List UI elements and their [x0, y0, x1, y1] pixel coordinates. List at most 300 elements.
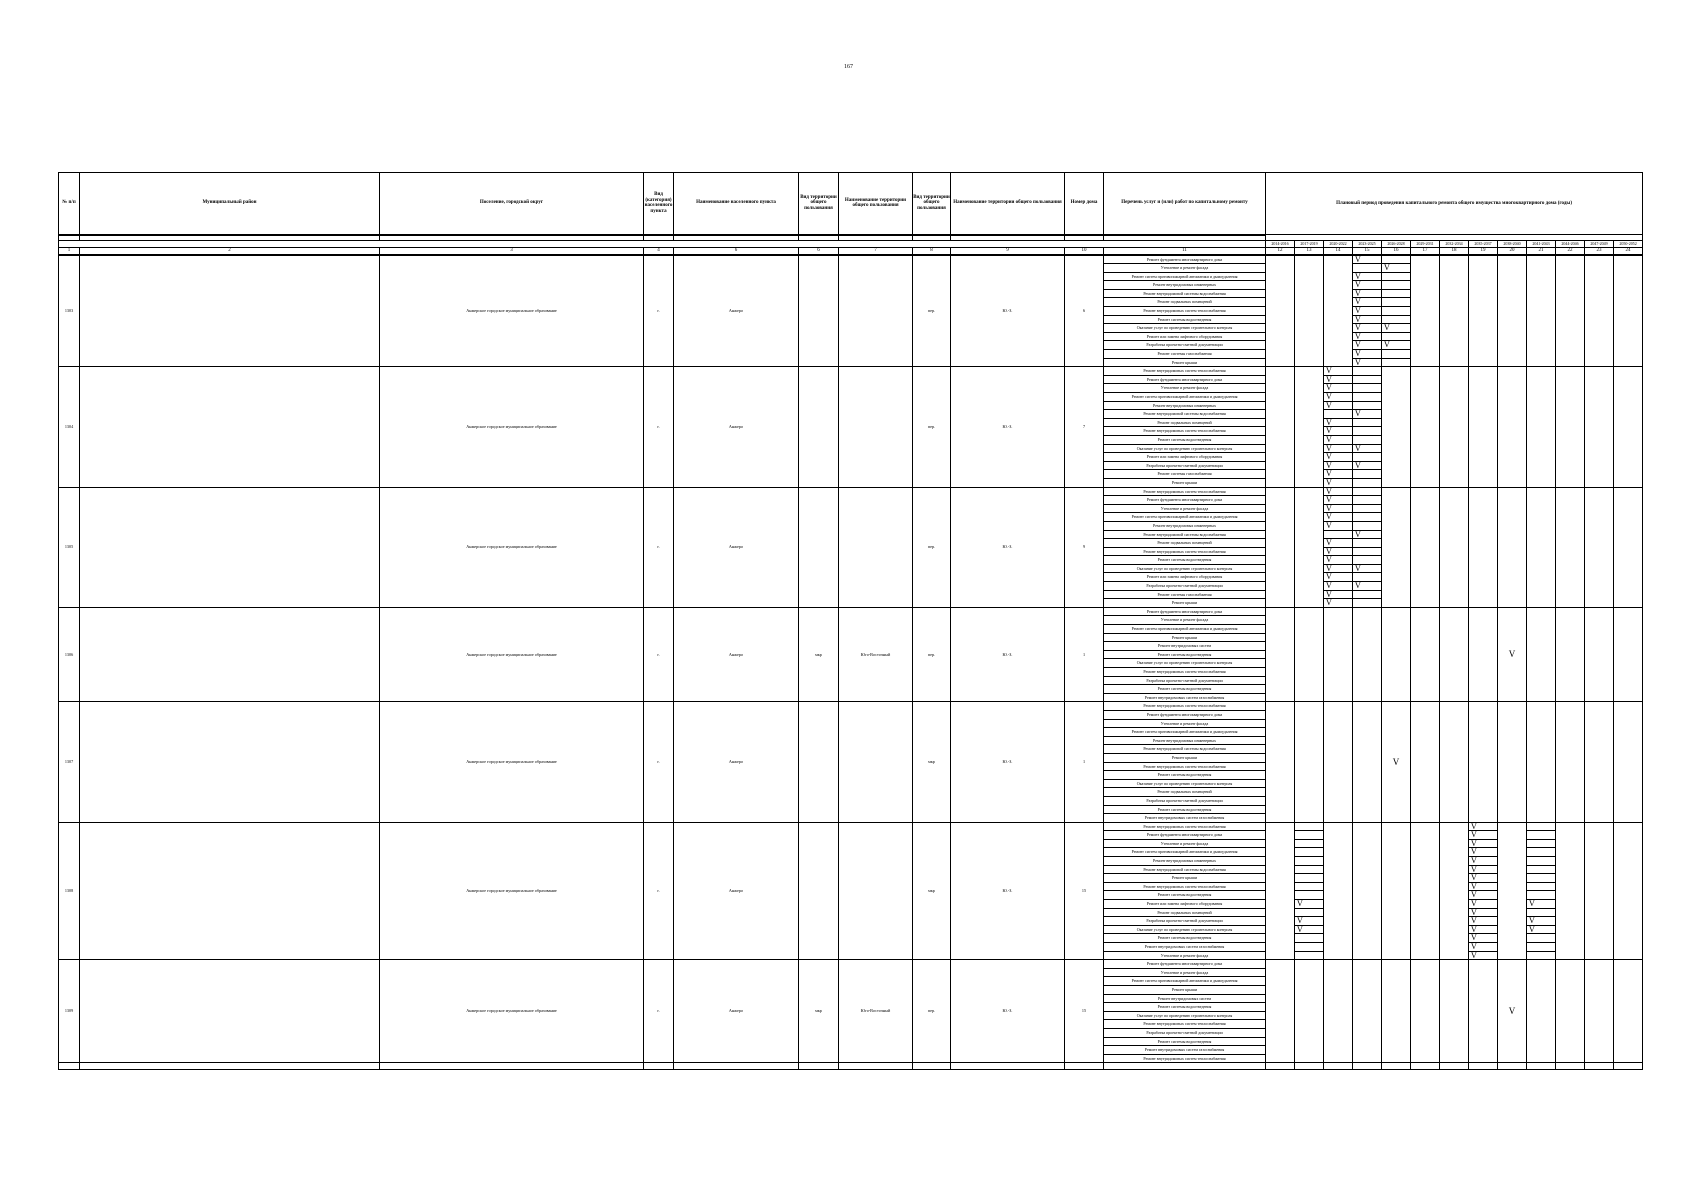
- period-empty: [1469, 702, 1498, 822]
- work-item: Ремонт системы водоотведения: [1104, 771, 1265, 780]
- period-empty: [1469, 487, 1498, 607]
- cell-locality: Анжеро: [674, 607, 799, 702]
- tick-mark: V: [1324, 488, 1352, 497]
- cut-row: [59, 1063, 1643, 1070]
- cut-cell: [1498, 1063, 1527, 1070]
- work-item: Ремонт систем противопожарной автоматики и дымоудаления: [1104, 977, 1265, 986]
- tick-mark: V: [1469, 934, 1497, 943]
- cut-cell: [1353, 1063, 1382, 1070]
- period-empty: [1295, 960, 1324, 1063]
- cell-house: 1: [1065, 607, 1104, 702]
- cell-settlement: Анжерское городское муниципальное образование: [380, 822, 644, 960]
- period-empty: [1266, 367, 1295, 487]
- period-empty: [1411, 822, 1440, 960]
- work-item: Ремонт систем противопожарной автоматики и дымоудаления: [1104, 625, 1265, 634]
- tick-mark: V: [1324, 591, 1352, 600]
- tick-mark: V: [1527, 900, 1555, 909]
- cut-cell: [644, 1063, 674, 1070]
- column-number-22: 22: [1556, 247, 1585, 255]
- tick-mark: V: [1295, 917, 1323, 926]
- period-empty: [1440, 702, 1469, 822]
- tick-column-19: [1469, 822, 1498, 960]
- tick-empty: [1353, 513, 1381, 522]
- tick-mark: V: [1295, 926, 1323, 935]
- period-empty: [1527, 487, 1556, 607]
- tick-mark: V: [1353, 298, 1381, 307]
- year-period-7: 2032-2034: [1440, 240, 1469, 247]
- cell-settlement: Анжерское городское муниципальное образование: [380, 487, 644, 607]
- period-empty: [1440, 487, 1469, 607]
- work-item: Разработка проектно-сметной документации: [1104, 582, 1265, 591]
- tick-mark: V: [1469, 917, 1497, 926]
- tick-empty: [1295, 934, 1323, 943]
- cell-house: 7: [1065, 367, 1104, 487]
- header-kind: Вид (категория) населенного пункта: [644, 173, 674, 235]
- work-item: Ремонт систем противопожарной автоматики и дымоудаления: [1104, 728, 1265, 737]
- period-empty: [1556, 487, 1585, 607]
- tick-mark: V: [1382, 264, 1410, 273]
- period-mark: V: [1498, 960, 1527, 1063]
- header-works: Перечень услуг и (или) работ по капитальному ремонту: [1104, 173, 1266, 235]
- year-period-13: 2050-2052: [1614, 240, 1643, 247]
- cell-num: 1304: [59, 367, 80, 487]
- work-item: Ремонт системы водоотведения: [1104, 934, 1265, 943]
- cell-street: Ю.-З.: [951, 960, 1065, 1063]
- work-item: Оказание услуг по проведению строительного контроля: [1104, 780, 1265, 789]
- period-empty: [1382, 367, 1411, 487]
- tick-empty: [1295, 874, 1323, 883]
- tick-mark: V: [1324, 548, 1352, 557]
- period-empty: [1440, 255, 1469, 367]
- tick-mark: V: [1326, 598, 1332, 608]
- period-empty: [1295, 367, 1324, 487]
- capital-repair-register-table: [58, 172, 1643, 1070]
- tick-empty: [1382, 359, 1410, 367]
- cell-street-kind: пер.: [913, 487, 951, 607]
- work-item: Ремонт фундамента многоквартирного дома: [1104, 711, 1265, 720]
- tick-mark: V: [1353, 341, 1381, 350]
- period-empty: [1353, 960, 1382, 1063]
- tick-mark: V: [1353, 333, 1381, 342]
- cell-street-kind: мкр: [913, 822, 951, 960]
- period-mark: V: [1382, 702, 1411, 822]
- tick-empty: [1382, 350, 1410, 359]
- tick-mark: V: [1353, 582, 1381, 591]
- cell-street: Ю.-З.: [951, 607, 1065, 702]
- cell-street-kind: мкр: [913, 702, 951, 822]
- cell-district: [80, 255, 380, 367]
- tick-mark: V: [1324, 539, 1352, 548]
- work-item: Ремонт подвальных помещений: [1104, 298, 1265, 307]
- year-period-5: 2026-2028: [1382, 240, 1411, 247]
- period-empty: [1614, 960, 1643, 1063]
- period-empty: [1614, 822, 1643, 960]
- period-empty: [1353, 822, 1382, 960]
- period-empty: [1382, 822, 1411, 960]
- cell-kind: г.: [644, 367, 674, 487]
- tick-mark: V: [1324, 556, 1352, 565]
- tick-mark: V: [1324, 402, 1352, 411]
- column-number-8: 8: [913, 247, 951, 255]
- cell-locality: Анжеро: [674, 367, 799, 487]
- period-empty: [1614, 702, 1643, 822]
- cell-terr-name: [839, 822, 913, 960]
- tick-empty: [1353, 488, 1381, 497]
- cut-cell: [951, 1063, 1065, 1070]
- tick-empty: [1353, 599, 1381, 607]
- work-item: Ремонт или замена лифтового оборудования: [1104, 333, 1265, 342]
- tick-mark: V: [1469, 831, 1497, 840]
- tick-column-21: [1527, 822, 1556, 960]
- cell-num: 1308: [59, 822, 80, 960]
- year-period-2: 2017-2019: [1295, 240, 1324, 247]
- tick-column-15: [1353, 255, 1382, 367]
- tick-mark: V: [1324, 419, 1352, 428]
- cell-house: 15: [1065, 960, 1104, 1063]
- header-terr-name: Наименование территории общего пользования: [839, 173, 913, 235]
- work-item: Ремонт внутридомовой системы водоснабжения: [1104, 866, 1265, 875]
- page-number: 167: [844, 64, 853, 70]
- work-item: Ремонт фундамента многоквартирного дома: [1104, 960, 1265, 969]
- tick-mark: V: [1527, 917, 1555, 926]
- work-item: Ремонт фундамента многоквартирного дома: [1104, 376, 1265, 385]
- tick-mark: V: [1324, 496, 1352, 505]
- work-item: Утепление и ремонт фасада: [1104, 264, 1265, 273]
- period-empty: [1556, 367, 1585, 487]
- work-item: Ремонт крыши: [1171, 600, 1198, 606]
- cell-terr-kind: [799, 255, 839, 367]
- period-empty: [1498, 487, 1527, 607]
- period-empty: [1585, 960, 1614, 1063]
- tick-empty: [1527, 823, 1555, 832]
- work-item: Ремонт систем противопожарной автоматики и дымоудаления: [1104, 513, 1265, 522]
- year-period-8: 2035-2037: [1469, 240, 1498, 247]
- period-empty: [1585, 607, 1614, 702]
- column-number-18: 18: [1440, 247, 1469, 255]
- header-row: [59, 173, 1643, 235]
- work-item: Ремонт внутридомовых систем теплоснабжения: [1104, 702, 1265, 711]
- period-empty: [1556, 960, 1585, 1063]
- tick-empty: [1353, 367, 1381, 376]
- cell-house: 9: [1065, 487, 1104, 607]
- cut-cell: [59, 1063, 80, 1070]
- cell-house: 1: [1065, 702, 1104, 822]
- column-number-row: [59, 247, 1643, 255]
- tick-empty: [1295, 848, 1323, 857]
- cell-street: Ю.-З.: [951, 822, 1065, 960]
- works-list: [1104, 607, 1266, 702]
- tick-empty: [1527, 934, 1555, 943]
- work-item: Ремонт внутридомовых систем: [1104, 642, 1265, 651]
- tick-column-16: [1382, 255, 1411, 367]
- tick-mark: V: [1353, 410, 1381, 419]
- tick-mark: V: [1353, 565, 1381, 574]
- period-empty: [1382, 960, 1411, 1063]
- work-item: Ремонт внутридомовых систем теплоснабжения: [1143, 1055, 1226, 1061]
- tick-mark: V: [1469, 840, 1497, 849]
- work-item: Ремонт системы водоотведения: [1104, 685, 1265, 694]
- work-item: Утепление и ремонт фасада: [1104, 969, 1265, 978]
- tick-mark: V: [1469, 874, 1497, 883]
- cut-cell: [1411, 1063, 1440, 1070]
- period-empty: [1324, 960, 1353, 1063]
- period-empty: [1266, 607, 1295, 702]
- period-empty: [1498, 702, 1527, 822]
- tick-empty: [1353, 505, 1381, 514]
- work-item: Ремонт фундамента многоквартирного дома: [1104, 256, 1265, 265]
- column-number-4: 4: [644, 247, 674, 255]
- header-terr-kind: Вид территории общего пользования: [799, 173, 839, 235]
- period-empty: [1527, 960, 1556, 1063]
- work-item: Ремонт системы водоотведения: [1104, 806, 1265, 815]
- header-street-kind: Вид территории общего пользования: [913, 173, 951, 235]
- tick-empty: [1353, 427, 1381, 436]
- cell-street: Ю.-З.: [951, 487, 1065, 607]
- tick-mark: V: [1469, 823, 1497, 832]
- tick-mark: V: [1324, 462, 1352, 471]
- house-row: [59, 255, 1643, 367]
- tick-mark: V: [1469, 857, 1497, 866]
- tick-mark: V: [1324, 445, 1352, 454]
- cut-cell: [1556, 1063, 1585, 1070]
- period-empty: [1266, 487, 1295, 607]
- cell-terr-kind: [799, 487, 839, 607]
- tick-mark: V: [1469, 926, 1497, 935]
- period-empty: [1353, 702, 1382, 822]
- period-empty: [1556, 702, 1585, 822]
- house-row: [59, 702, 1643, 822]
- work-item: Ремонт внутридомовых систем: [1104, 995, 1265, 1004]
- work-item: Ремонт внутридомовых систем газоснабжения: [1144, 815, 1225, 821]
- cell-terr-kind: [799, 367, 839, 487]
- tick-mark: V: [1324, 367, 1352, 376]
- tick-mark: V: [1471, 950, 1477, 960]
- tick-mark: V: [1469, 900, 1497, 909]
- works-list: [1104, 960, 1266, 1063]
- tick-mark: V: [1353, 281, 1381, 290]
- work-item: Утепление и ремонт фасада: [1104, 505, 1265, 514]
- tick-empty: [1353, 548, 1381, 557]
- period-empty: [1614, 607, 1643, 702]
- period-empty: [1411, 255, 1440, 367]
- period-empty: [1498, 255, 1527, 367]
- tick-mark: V: [1382, 341, 1410, 350]
- work-item: Ремонт внутридомовых инженерных: [1104, 402, 1265, 411]
- cell-terr-name: [839, 702, 913, 822]
- period-mark: V: [1498, 607, 1527, 702]
- column-number-3: 3: [380, 247, 644, 255]
- work-item: Ремонт внутридомовой системы водоснабжения: [1104, 290, 1265, 299]
- works-list: [1104, 822, 1266, 960]
- period-empty: [1411, 702, 1440, 822]
- header-period: Плановый период проведения капитального ремонта общего имущества многоквартирного дома (годы): [1266, 173, 1643, 235]
- year-period-11: 2044-2046: [1556, 240, 1585, 247]
- tick-mark: V: [1353, 290, 1381, 299]
- work-item: Ремонт крыши: [1104, 874, 1265, 883]
- years-row: [59, 240, 1643, 247]
- work-item: Ремонт систем противопожарной автоматики и дымоудаления: [1104, 393, 1265, 402]
- work-item: Разработка проектно-сметной документации: [1104, 462, 1265, 471]
- tick-mark: V: [1324, 565, 1352, 574]
- work-item: Ремонт крыши: [1171, 479, 1198, 485]
- period-empty: [1411, 367, 1440, 487]
- work-item: Ремонт системы водоотведения: [1104, 316, 1265, 325]
- work-item: Ремонт системы водоотведения: [1104, 1003, 1265, 1012]
- work-item: Ремонт или замена лифтового оборудования: [1104, 900, 1265, 909]
- period-empty: [1469, 960, 1498, 1063]
- cut-cell: [380, 1063, 644, 1070]
- cell-num: 1307: [59, 702, 80, 822]
- tick-empty: [1527, 952, 1555, 960]
- period-empty: [1295, 607, 1324, 702]
- tick-empty: [1353, 384, 1381, 393]
- period-empty: [1614, 487, 1643, 607]
- work-item: Ремонт внутридомовых систем теплоснабжения: [1104, 668, 1265, 677]
- work-item: Ремонт внутридомовых систем теплоснабжения: [1104, 367, 1265, 376]
- work-item: Утепление и ремонт фасада: [1104, 616, 1265, 625]
- period-empty: [1585, 255, 1614, 367]
- column-number-24: 24: [1614, 247, 1643, 255]
- work-item: Ремонт систем противопожарной автоматики и дымоудаления: [1104, 273, 1265, 282]
- works-list: [1104, 702, 1266, 822]
- tick-mark: V: [1353, 273, 1381, 282]
- period-empty: [1440, 822, 1469, 960]
- tick-empty: [1353, 496, 1381, 505]
- period-empty: [1266, 822, 1295, 960]
- cell-settlement: Анжерское городское муниципальное образование: [380, 960, 644, 1063]
- tick-empty: [1382, 290, 1410, 299]
- tick-empty: [1527, 848, 1555, 857]
- work-item: Ремонт системы газоснабжения: [1104, 470, 1265, 479]
- period-empty: [1614, 255, 1643, 367]
- tick-empty: [1382, 307, 1410, 316]
- cell-street-kind: пер.: [913, 367, 951, 487]
- cell-kind: г.: [644, 822, 674, 960]
- cell-settlement: Анжерское городское муниципальное образование: [380, 702, 644, 822]
- work-item: Ремонт фундамента многоквартирного дома: [1104, 831, 1265, 840]
- work-item: Оказание услуг по проведению строительного контроля: [1104, 659, 1265, 668]
- period-empty: [1527, 607, 1556, 702]
- work-item: Ремонт внутридомовых инженерных: [1104, 522, 1265, 531]
- year-period-12: 2047-2049: [1585, 240, 1614, 247]
- period-empty: [1498, 822, 1527, 960]
- cell-locality: Анжеро: [674, 255, 799, 367]
- period-empty: [1295, 702, 1324, 822]
- work-item: Ремонт внутридомовой системы водоснабжения: [1104, 410, 1265, 419]
- cell-street: Ю.-З.: [951, 702, 1065, 822]
- tick-empty: [1382, 281, 1410, 290]
- cell-locality: Анжеро: [674, 702, 799, 822]
- cell-district: [80, 607, 380, 702]
- tick-mark: V: [1469, 943, 1497, 952]
- cell-kind: г.: [644, 702, 674, 822]
- tick-empty: [1353, 393, 1381, 402]
- cell-num: 1306: [59, 607, 80, 702]
- work-item: Ремонт подвальных помещений: [1104, 419, 1265, 428]
- cell-street: Ю.-З.: [951, 255, 1065, 367]
- tick-mark: V: [1324, 470, 1352, 479]
- tick-mark: V: [1353, 307, 1381, 316]
- header-num: № п/п: [59, 173, 80, 235]
- tick-mark: V: [1469, 891, 1497, 900]
- period-empty: [1295, 487, 1324, 607]
- work-item: Ремонт системы водоотведения: [1104, 891, 1265, 900]
- tick-mark: V: [1469, 848, 1497, 857]
- work-item: Разработка проектно-сметной документации: [1104, 797, 1265, 806]
- tick-empty: [1295, 840, 1323, 849]
- work-item: Ремонт системы водоотведения: [1104, 1038, 1265, 1047]
- tick-empty: [1527, 866, 1555, 875]
- cell-kind: г.: [644, 607, 674, 702]
- cell-kind: г.: [644, 487, 674, 607]
- work-item: Оказание услуг по проведению строительного контроля: [1104, 926, 1265, 935]
- period-empty: [1585, 487, 1614, 607]
- cell-locality: Анжеро: [674, 822, 799, 960]
- column-number-19: 19: [1469, 247, 1498, 255]
- column-number-15: 15: [1353, 247, 1382, 255]
- cut-cell: [1585, 1063, 1614, 1070]
- cell-street-kind: пер.: [913, 960, 951, 1063]
- cut-cell: [1440, 1063, 1469, 1070]
- tick-mark: V: [1324, 505, 1352, 514]
- cell-street: Ю.-З.: [951, 367, 1065, 487]
- cut-cell: [1065, 1063, 1104, 1070]
- house-row: [59, 822, 1643, 960]
- year-period-4: 2023-2025: [1353, 240, 1382, 247]
- work-item: Ремонт внутридомовых систем теплоснабжения: [1104, 307, 1265, 316]
- tick-mark: V: [1326, 477, 1332, 487]
- column-number-13: 13: [1295, 247, 1324, 255]
- tick-mark: V: [1324, 393, 1352, 402]
- tick-empty: [1295, 831, 1323, 840]
- work-item: Ремонт внутридомовых инженерных: [1104, 281, 1265, 290]
- cell-terr-name: [839, 367, 913, 487]
- work-item: Ремонт крыши: [1104, 754, 1265, 763]
- period-empty: [1324, 822, 1353, 960]
- column-number-2: 2: [80, 247, 380, 255]
- work-item: Оказание услуг по проведению строительного контроля: [1104, 445, 1265, 454]
- cut-cell: [1469, 1063, 1498, 1070]
- house-row: [59, 607, 1643, 702]
- cut-cell: [1527, 1063, 1556, 1070]
- cell-district: [80, 960, 380, 1063]
- house-row: [59, 487, 1643, 607]
- cut-cell: [1324, 1063, 1353, 1070]
- cell-house: 15: [1065, 822, 1104, 960]
- tick-mark: V: [1324, 436, 1352, 445]
- column-number-6: 6: [799, 247, 839, 255]
- work-item: Оказание услуг по проведению строительного контроля: [1104, 324, 1265, 333]
- cell-district: [80, 822, 380, 960]
- tick-mark: V: [1353, 324, 1381, 333]
- period-empty: [1266, 702, 1295, 822]
- column-number-11: 11: [1104, 247, 1266, 255]
- column-number-7: 7: [839, 247, 913, 255]
- cell-num: 1303: [59, 255, 80, 367]
- tick-mark: V: [1324, 513, 1352, 522]
- period-empty: [1527, 367, 1556, 487]
- work-item: Ремонт подвальных помещений: [1104, 909, 1265, 918]
- work-item: Ремонт или замена лифтового оборудования: [1104, 453, 1265, 462]
- work-item: Ремонт внутридомовых систем теплоснабжения: [1104, 548, 1265, 557]
- work-item: Ремонт внутридомовых систем теплоснабжения: [1104, 427, 1265, 436]
- cell-num: 1309: [59, 960, 80, 1063]
- cell-terr-kind: [799, 702, 839, 822]
- tick-empty: [1382, 298, 1410, 307]
- tick-mark: V: [1353, 462, 1381, 471]
- year-period-3: 2020-2022: [1324, 240, 1353, 247]
- cut-cell: [1104, 1063, 1266, 1070]
